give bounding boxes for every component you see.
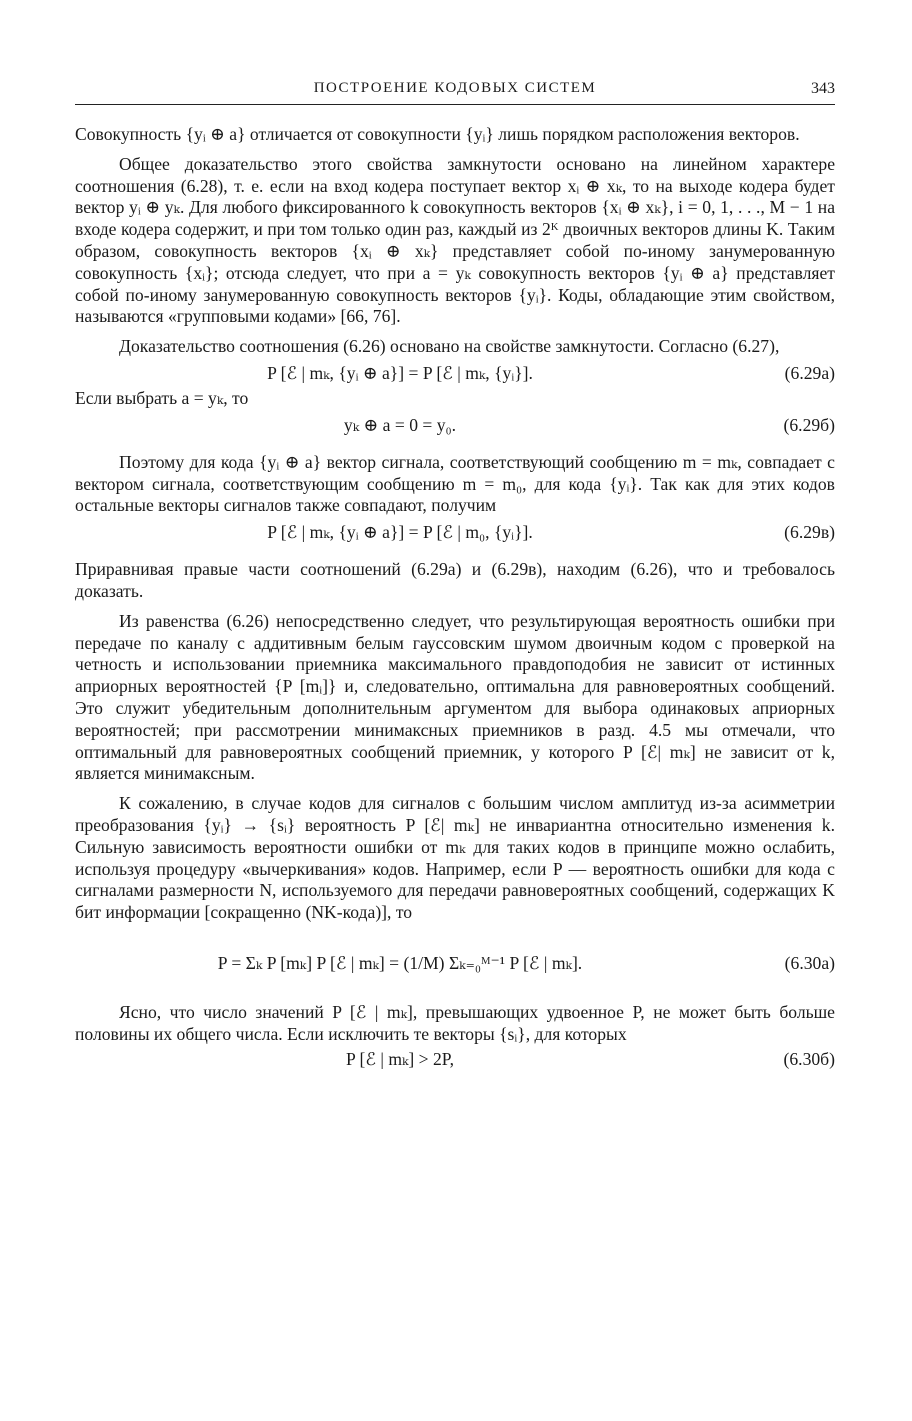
header-rule <box>75 104 835 105</box>
equation-6-29a <box>75 358 835 388</box>
paragraph-2: Общее доказательство этого свойства замкнутости основано на линейном характере соотношения (6.28), т. е. если на вход кодера поступает вектор xᵢ ⊕ xₖ, то на выходе кодера будет вектор yᵢ ⊕ yₖ. Для любого фиксированного k совокупность векторов {xᵢ ⊕ xₖ}, i = 0, 1, . . ., M − 1 на входе кодера содержит, и при том только один раз, каждый из 2ᴷ двоичных векторов длины K. Таким образом, совокупность векторов {xᵢ ⊕ xₖ} представляет собой по-иному занумерованную совокупность {xᵢ}; отсюда следует, что при a = yₖ совокупность векторов {yᵢ ⊕ a} представляет собой по-иному занумерованную совокупность векторов {yᵢ}. Коды, обладающие этим свойством, называются «групповыми кодами» [66, 76]. <box>75 153 835 327</box>
equation-body: P = Σₖ P [mₖ] P [ℰ | mₖ] = (1/M) Σₖ₌₀ᴹ⁻¹ P [ℰ | mₖ]. <box>217 952 583 973</box>
page-number: 343 <box>811 80 835 97</box>
running-title: ПОСТРОЕНИЕ КОДОВЫХ СИСТЕМ <box>313 80 597 96</box>
equation-number: (6.29в) <box>784 522 835 543</box>
equation-body: P [ℰ | mₖ] > 2P, <box>345 1048 455 1069</box>
paragraph-1: Совокупность {yᵢ ⊕ a} отличается от совокупности {yᵢ} лишь порядком расположения векторов. <box>75 124 800 144</box>
running-header <box>75 80 835 102</box>
equation-body: P [ℰ | mₖ, {yᵢ ⊕ a}] = P [ℰ | mₖ, {yᵢ}]. <box>267 362 533 383</box>
page-body <box>75 124 835 1072</box>
equation-number: (6.29б) <box>783 414 835 435</box>
paragraph-8: К сожалению, в случае кодов для сигналов с большим числом амплитуд из-за асимметрии преобразования {yᵢ} → {sᵢ} вероятность P [ℰ| mₖ] не инвариантна относительно изменения k. Сильную зависимость вероятности ошибки от mₖ для таких кодов в принципе можно ослабить, используя процедуру «вычеркивания» кодов. Например, если P — вероятность ошибки для кода с сигналами размерности N, используемого для передачи равновероятных сообщений, содержащих K бит информации [сокращенно (NK-кода)], то <box>75 793 836 923</box>
equation-6-29b <box>75 410 835 440</box>
equation-6-29v <box>75 517 835 547</box>
equation-number: (6.29а) <box>784 362 835 383</box>
paragraph-6: Приравнивая правые части соотношений (6.29а) и (6.29в), находим (6.26), что и требовалось доказать. <box>75 559 835 601</box>
equation-body: yₖ ⊕ a = 0 = y₀. <box>343 414 457 435</box>
paragraph-7: Из равенства (6.26) непосредственно следует, что результирующая вероятность ошибки при передаче по каналу с аддитивным белым гауссовским шумом двоичным кодом с проверкой на четность и использовании приемника максимального правдоподобия не зависит от истинных априорных вероятностей {P [mᵢ]} и, следовательно, оптимальна для равновероятных сообщений. Это служит убедительным дополнительным аргументом для выбора одинаковых априорных вероятностей; при рассмотрении минимаксных приемников в разд. 4.5 мы отмечали, что оптимальный для равновероятных сообщений приемник, у которого P [ℰ| mₖ] не зависит от k, является минимаксным. <box>75 610 835 784</box>
equation-6-30b <box>75 1046 835 1072</box>
equation-number: (6.30б) <box>783 1048 835 1069</box>
equation-body: P [ℰ | mₖ, {yᵢ ⊕ a}] = P [ℰ | m₀, {yᵢ}]. <box>267 522 533 543</box>
paragraph-4: Если выбрать a = yₖ, то <box>75 387 249 408</box>
paragraph-3: Доказательство соотношения (6.26) основано на свойстве замкнутости. Согласно (6.27), <box>119 336 780 357</box>
equation-number: (6.30а) <box>784 952 835 973</box>
paragraph-9: Ясно, что число значений P [ℰ | mₖ], превышающих удвоенное P, не может быть больше половины их общего числа. Если исключить те векторы {sᵢ}, для которых <box>75 1001 835 1044</box>
paragraph-5: Поэтому для кода {yᵢ ⊕ a} вектор сигнала, соответствующий сообщению m = mₖ, совпадает с вектором сигнала, соответствующим сообщению m = m₀, для кода {yᵢ}. Так как для этих кодов остальные векторы сигналов также совпадают, получим <box>75 451 835 516</box>
equation-6-30a <box>75 924 835 1002</box>
